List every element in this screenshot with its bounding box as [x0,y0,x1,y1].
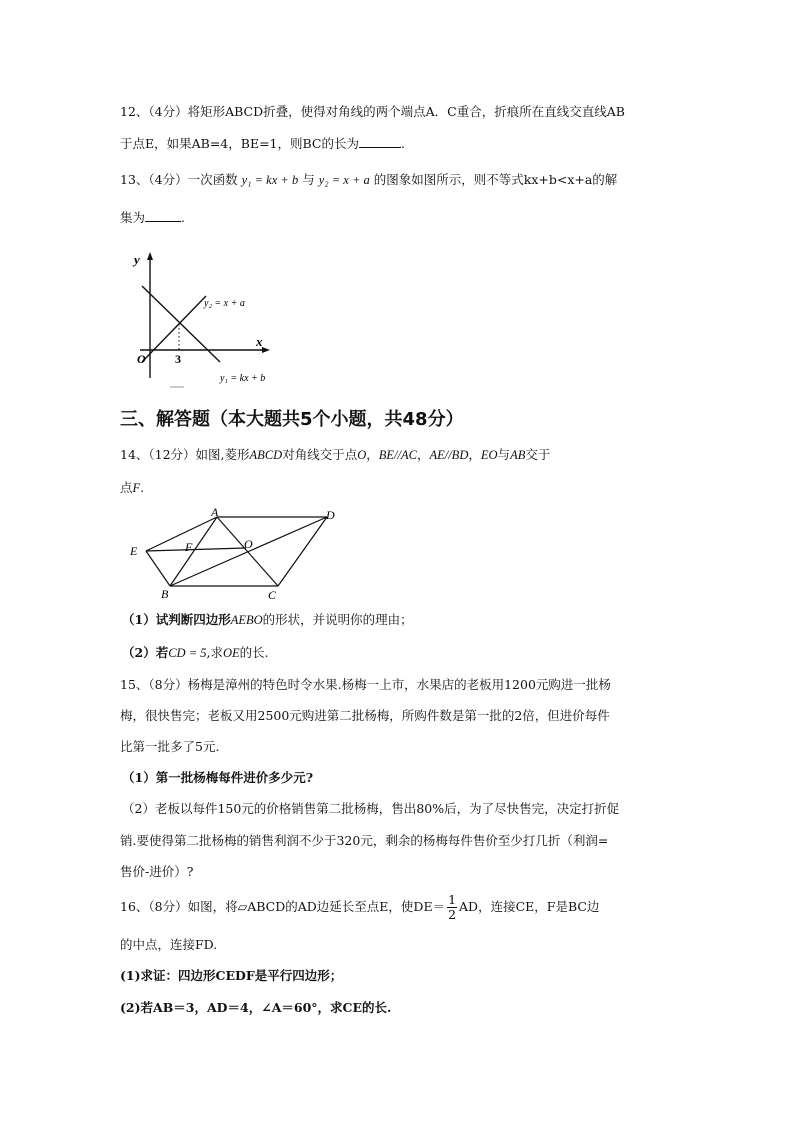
q16-line1 [120,893,599,922]
q14-f: F [132,481,141,495]
q13-answer-blank[interactable] [145,209,181,222]
q14-label-f: F [185,540,193,554]
q14-t2: 与 [497,447,511,462]
q14-line2-end: . [140,480,145,495]
q13-prefix: 13、（4分）一次函数 [120,172,238,187]
q13-y-axis-arrow [147,252,153,260]
q13-x-label: x [256,334,263,349]
q15-line1: 15、（8分）杨梅是漳州的特色时令水果.杨梅一上市，水果店的老板用1200元购进一批杨 [120,677,611,692]
q14-sub2-cd: CD = 5 [168,646,207,660]
q13-line2 [120,209,185,226]
q13-graph [128,250,288,390]
q16-fraction [447,893,457,922]
q14-sub2-post: 的长. [239,645,269,660]
q16-suffix: AD，连接CE，F是BC边 [459,899,600,914]
q15-line3: 比第一批多了5元. [120,739,220,754]
q14-be-ac: BE//AC [378,448,417,462]
q13-line1 [120,172,617,188]
q14-abcd: ABCD [249,448,283,462]
q13-mid: 与 [302,172,315,187]
q13-y2-label: y₂ = x + a [204,298,245,309]
q13-line-y2 [142,296,206,362]
q14-t1: 对角线交于点 [282,447,358,462]
q15-line2: 梅，很快售完；老板又用2500元购进第二批杨梅，所购件数是第一批的2倍，但进价每件 [120,708,610,723]
q13-y-label: y [134,252,140,267]
q14-sep1: ， [366,447,379,462]
q14-sub1 [122,612,413,628]
q14-eo: EO [480,448,498,462]
q14-prefix: 14、（12分）如图,菱形 [120,447,250,462]
q14-sub1-post: 的形状，并说明你的理由； [262,612,413,627]
q14-edge-ea [146,517,217,551]
q14-sub2-mid: ,求 [206,645,223,660]
q14-line2-text: 点 [120,480,133,495]
q14-figure [124,506,354,602]
q15-sub2-line3: 售价-进价）? [120,864,194,879]
q12-line2 [120,135,405,152]
q15-sub1: （1）第一批杨梅每件进价多少元? [122,770,314,785]
q14-label-c: C [268,588,277,602]
q15-sub2-line1: （2）老板以每件150元的价格销售第二批杨梅，售出80%后，为了尽快售完，决定打折促 [122,801,620,816]
q12-line2-text: 于点E，如果AB=4，BE=1，则BC的长为 [120,136,359,151]
q14-ae-bd: AE//BD [429,448,469,462]
q13-x-axis-arrow [262,347,270,353]
q14-sub2-pre: （2）若 [122,645,169,660]
q13-line2-text: 集为 [120,210,146,225]
q14-sep3: ， [468,447,481,462]
q14-sub2 [122,645,269,661]
q16-sub1: (1)求证：四边形CEDF是平行四边形； [120,968,343,983]
q14-sep2: ， [416,447,430,462]
q13-formula-y2: y₂ = x + a [318,173,370,187]
q12-answer-blank[interactable] [359,135,401,148]
q13-y1-label: y₁ = kx + b [220,373,266,384]
q14-label-o: O [244,537,253,551]
q14-sub1-pre: （1）试判断四边形 [122,612,231,627]
q16-prefix: 16、（8分）如图，将▱ABCD的AD边延长至点E，使DE＝ [120,899,446,914]
q13-origin-label: O [137,352,146,366]
q14-line1 [120,447,550,463]
q14-sub2-oe: OE [223,646,240,660]
q14-label-d: D [326,508,335,522]
q12-line2-end: . [400,136,405,151]
section3-title: 三、解答题（本大题共5个小题，共48分） [120,409,464,430]
q13-tick-label: 3 [175,352,181,366]
q14-ab: AB [510,448,526,462]
q16-frac-den: 2 [448,907,457,922]
q14-label-e: E [130,544,138,558]
q13-formula-y1: y₁ = kx + b [241,173,299,187]
q12-line1: 12、（4分）将矩形ABCD折叠，使得对角线的两个端点A．C重合，折痕所在直线交直线AB [120,104,625,119]
q14-t3: 交于 [525,447,551,462]
q14-o: O [357,448,367,462]
q16-frac-num: 1 [448,892,457,907]
q13-line2-end: . [181,210,185,225]
q14-sub1-aebo: AEBO [230,613,263,627]
q14-label-b: B [161,587,169,601]
q13-suffix: 的图象如图所示，则不等式kx+b<x+a的解 [373,172,618,187]
q15-sub2-line2: 销.要使得第二批杨梅的销售利润不少于320元，剩余的杨梅每件售价至少打几折（利润= [120,833,609,848]
q16-line2: 的中点，连接FD. [120,937,218,952]
q16-sub2: (2)若AB＝3，AD＝4，∠A＝60°，求CE的长. [120,1000,392,1015]
q14-label-a: A [211,506,219,519]
q14-line2 [120,480,144,496]
q14-edge-eb [146,551,170,586]
